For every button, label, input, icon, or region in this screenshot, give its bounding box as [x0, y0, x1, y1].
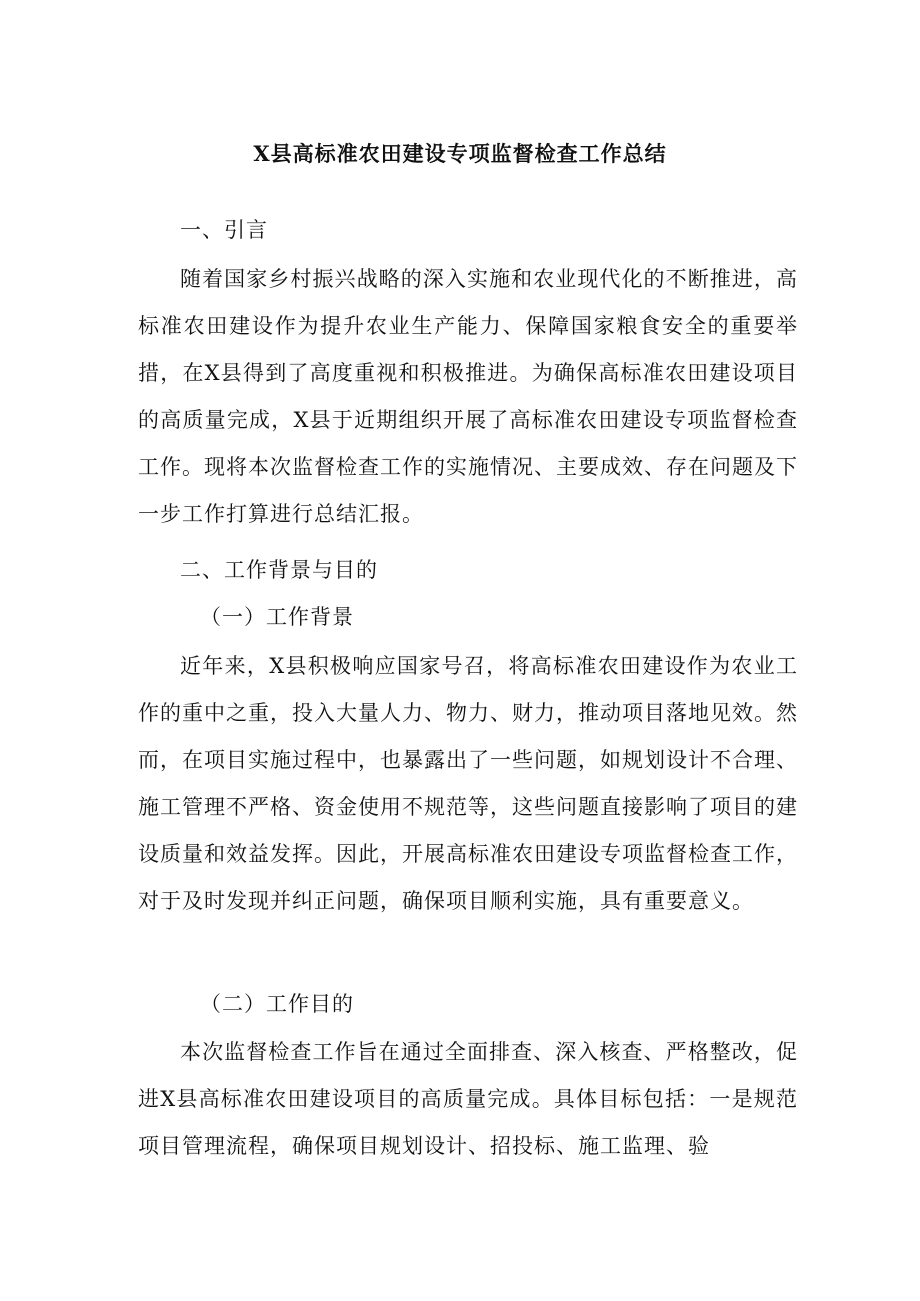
introduction-paragraph: 随着国家乡村振兴战略的深入实施和农业现代化的不断推进，高标准农田建设作为提升农业生产能力、保障国家粮食安全的重要举措，在X县得到了高度重视和积极推进。为确保高标准农田建设项目的高质量完成，X县于近期组织开展了高标准农田建设专项监督检查工作。现将本次监督检查工作的实施情况、主要成效、存在问题及下一步工作打算进行总结汇报。 [138, 267, 798, 526]
section-heading-introduction: 一、引言 [180, 218, 268, 242]
background-paragraph: 近年来，X县积极响应国家号召，将高标准农田建设作为农业工作的重中之重，投入大量人力、物力、财力，推动项目落地见效。然而，在项目实施过程中，也暴露出了一些问题，如规划设计不合理、施工管理不严格、资金使用不规范等，这些问题直接影响了项目的建设质量和效益发挥。因此，开展高标准农田建设专项监督检查工作，对于及时发现并纠正问题，确保项目顺利实施，具有重要意义。 [138, 654, 798, 913]
section-heading-background-purpose: 二、工作背景与目的 [180, 558, 378, 582]
document-title: X县高标准农田建设专项监督检查工作总结 [253, 141, 667, 166]
purpose-paragraph: 本次监督检查工作旨在通过全面排查、深入核查、严格整改，促进X县高标准农田建设项目的高质量完成。具体目标包括：一是规范项目管理流程，确保项目规划设计、招投标、施工监理、验 [138, 1040, 798, 1158]
subsection-heading-purpose: （二）工作目的 [200, 992, 354, 1016]
subsection-heading-background: （一）工作背景 [200, 605, 354, 629]
